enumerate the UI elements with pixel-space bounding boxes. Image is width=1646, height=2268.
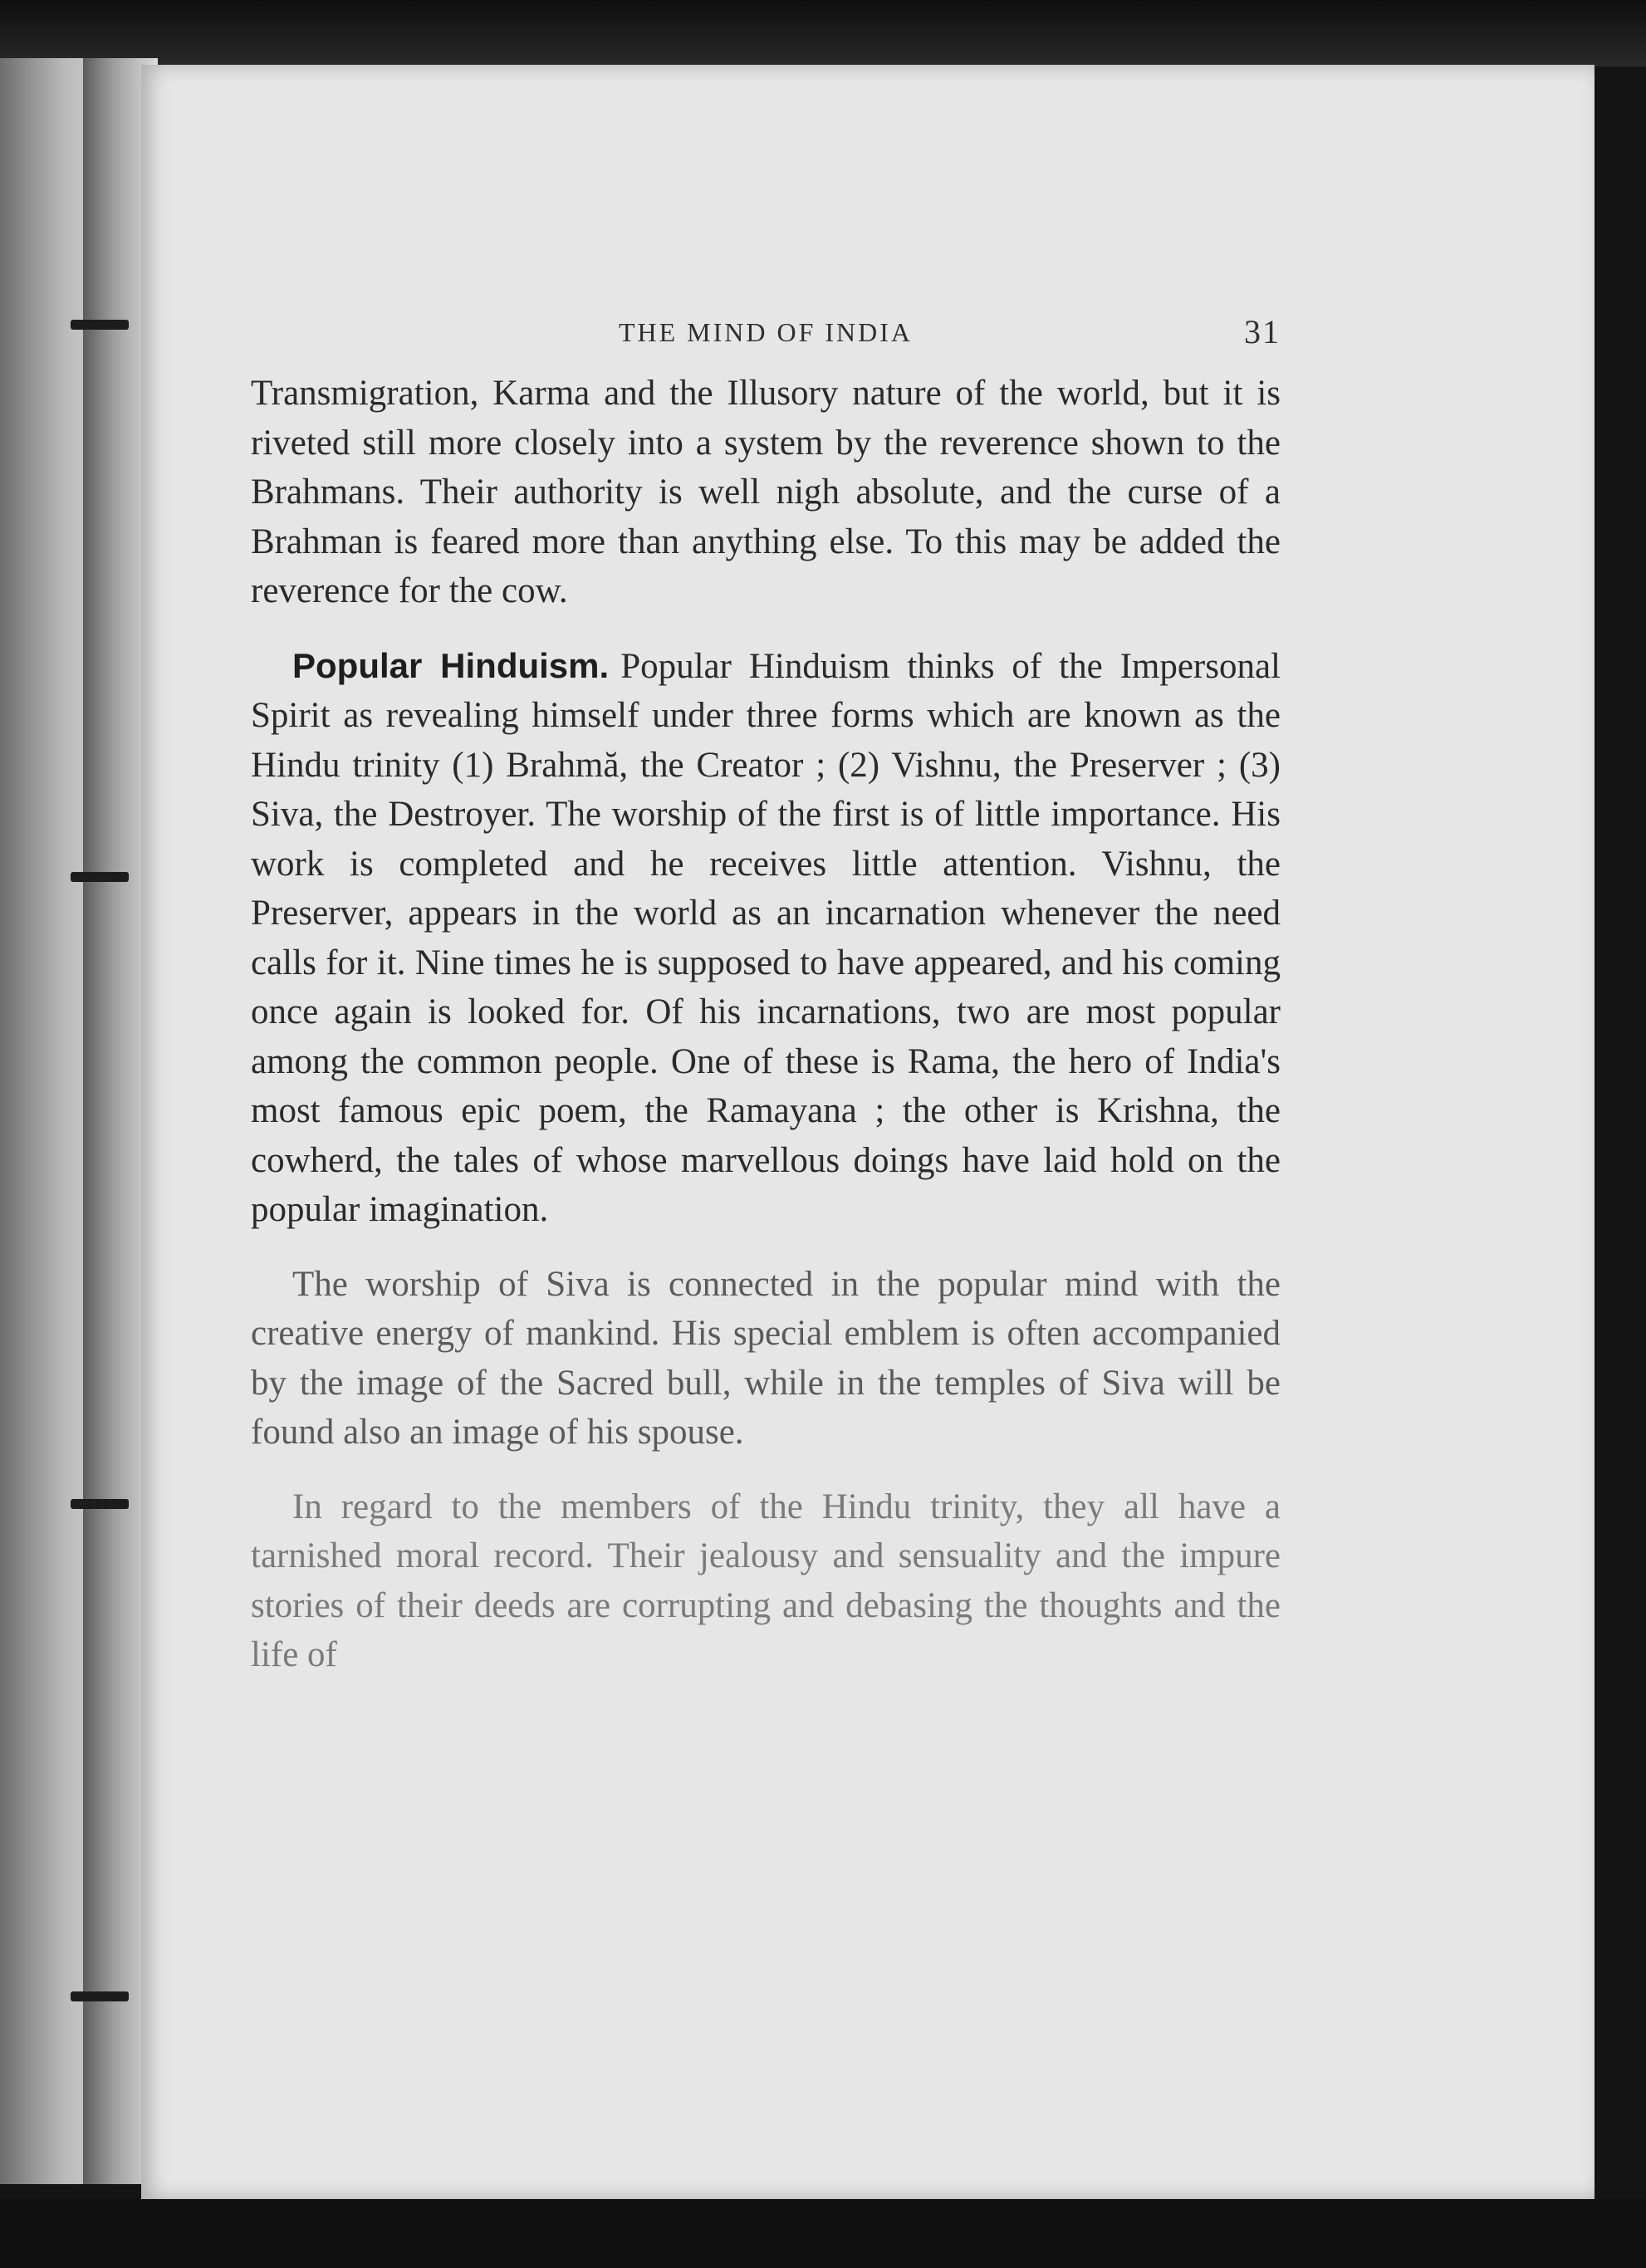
binding-stitch-mark: [71, 1991, 129, 2001]
paragraph-hindu-trinity-moral: In regard to the members of the Hindu trinity, they all have a tarnished moral record. Their jealousy and sensuality and the impure stories of their deeds are corrupting and debasing the thoughts and the life of: [251, 1487, 1281, 1674]
paragraph-popular-hinduism-body: Popular Hinduism thinks of the Impersonal Spirit as revealing himself under three forms which are known as the Hindu trinity (1) Brahmă, the Creator ; (2) Vishnu, the Preserver ; (3) Siva, the Destroyer. The worship of the first is of little importance. His work is completed and he receives little attention. Vishnu, the Preserver, appears in the world as an incarnation whenever the need calls for it. Nine times he is supposed to have appeared, and his coming once again is looked for. Of his incarnations, two are most popular among the common people. One of these is Rama, the hero of India's most famous epic poem, the Ramayana ; the other is Krishna, the cowherd, the tales of whose marvellous doings have laid hold on the popular imagination.: [251, 646, 1281, 1229]
section-heading: Popular Hinduism.: [292, 645, 610, 685]
binding-stitch-mark: [71, 320, 129, 330]
scan-bottom-edge: [0, 2199, 1646, 2268]
paragraph-transmigration: Transmigration, Karma and the Illusory nature of the world, but it is riveted still more closely into a system by the reverence shown to the Brahmans. Their authority is well nigh absolute, and the curse of a Brahman is feared more than anything else. To this may be added the reverence for the cow.: [251, 374, 1281, 610]
page-text-block: [251, 309, 1281, 1680]
binding-stitch-mark: [71, 872, 129, 882]
running-head-title: THE MIND OF INDIA: [618, 317, 914, 347]
running-head: [251, 309, 1281, 367]
paragraph-worship-of-siva: The worship of Siva is connected in the popular mind with the creative energy of mankind. His special emblem is often accompanied by the image of the Sacred bull, while in the temples of Siva will be found also an image of his spouse.: [251, 1264, 1281, 1452]
paragraph-popular-hinduism: [251, 641, 1281, 1235]
scan-top-edge: [0, 0, 1646, 66]
binding-stitch-mark: [71, 1499, 129, 1509]
page-number: 31: [1244, 313, 1281, 350]
